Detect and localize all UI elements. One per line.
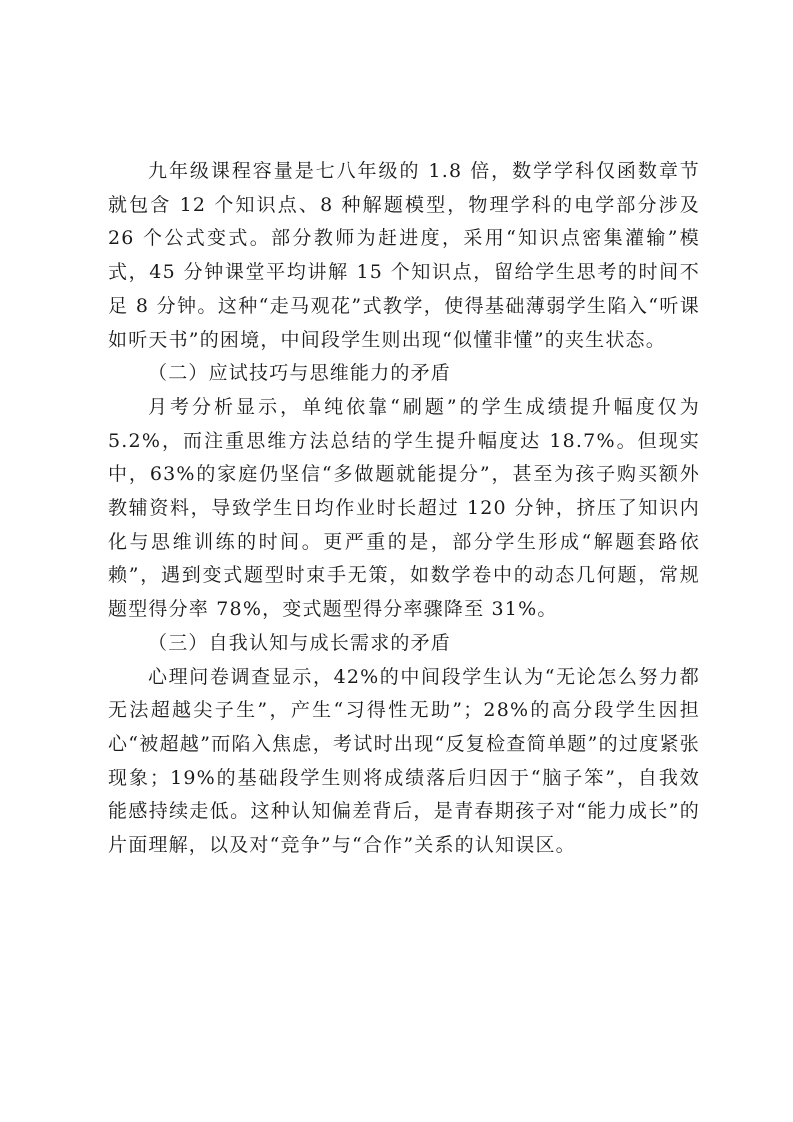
paragraph-curriculum-load: 九年级课程容量是七八年级的 1.8 倍，数学学科仅函数章节就包含 12 个知识点、8 种解题模型，物理学科的电学部分涉及 26 个公式变式。部分教师为赶进度，采用“知识点密集灌输”模式，45 分钟课堂平均讲解 15 个知识点，留给学生思考的时间不足 8 分钟。这种“走马观花”式教学，使得基础薄弱学生陷入“听课如听天书”的困境，中间段学生则出现“似懂非懂”的夹生状态。 <box>108 160 700 351</box>
section-heading-2: （二）应试技巧与思维能力的矛盾 <box>148 362 452 385</box>
document-body <box>108 155 700 863</box>
section-heading-3: （三）自我认知与成长需求的矛盾 <box>148 631 452 654</box>
paragraph-exam-skills: 月考分析显示，单纯依靠“刷题”的学生成绩提升幅度仅为 5.2%，而注重思维方法总结的学生提升幅度达 18.7%。但现实中，63%的家庭仍坚信“多做题就能提分”，甚至为孩子购买额外教辅资料，导致学生日均作业时长超过 120 分钟，挤压了知识内化与思维训练的时间。更严重的是，部分学生形成“解题套路依赖”，遇到变式题型时束手无策，如数学卷中的动态几何题，常规题型得分率 78%，变式题型得分率骤降至 31%。 <box>108 395 700 621</box>
paragraph-self-cognition: 心理问卷调查显示，42%的中间段学生认为“无论怎么努力都无法超越尖子生”，产生“习得性无助”；28%的高分段学生因担心“被超越”而陷入焦虑，考试时出现“反复检查简单题”的过度紧张现象；19%的基础段学生则将成绩落后归因于“脑子笨”，自我效能感持续走低。这种认知偏差背后，是青春期孩子对“能力成长”的片面理解，以及对“竞争”与“合作”关系的认知误区。 <box>108 665 700 857</box>
